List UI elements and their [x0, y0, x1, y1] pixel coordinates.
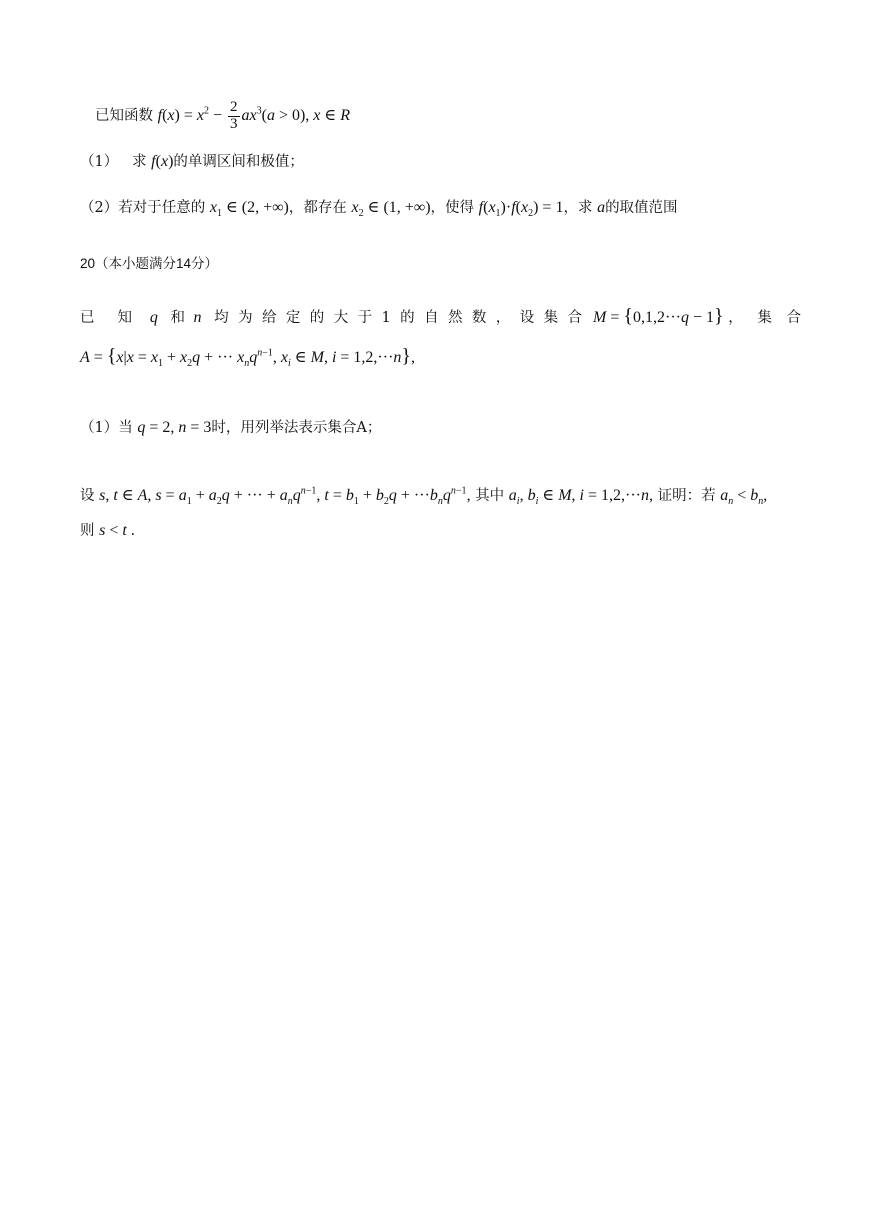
q20-heading: 20（本小题满分14分）: [80, 256, 219, 271]
q20-part1: （1）当 q = 2, n = 3时，用列举法表示集合A；: [80, 419, 382, 436]
q19-part1: （1） 求 f(x)的单调区间和极值；: [80, 153, 304, 170]
q19-part2: （2）若对于任意的 $x_1$ ∈ (2, +∞)，都存在 $x_2$ ∈ (1, +∞)，使得 $f(x_1)\cdot f(x_2) = 1$，求 a的取值范围: [80, 199, 678, 220]
q20-part2-conclusion: 则 s < t .: [80, 522, 135, 539]
q20-line1: 已 知 q 和 n 均 为 给 定 的 大 于 1 的 自 然 数 ， 设 集 合 M = {0,1,2···q − 1} ， 集 合: [80, 305, 806, 327]
set-a-definition: $A = \{x|x = x_1 + x_2q$ + ··· $x_nq^{n-1}$, $x_i$ ∈ M, i = 1,2,···n},: [80, 345, 416, 370]
q20-part2: 设 s, t ∈ A, $s = a_1 + a_2q$ + ··· + $a_nq^{n-1}$, $t = b_1 + b_2q + \cdot\cdot\cdot b_nq^{n-1}$, 其中 $a_i$, $b_i$ ∈ M, i = 1,2,···n, 证明：若 $a_n < b_n$,: [80, 485, 768, 508]
q19-intro: 已知函数 $f(x) = x^2$ − $\frac{2}{3}$ $ax^3(a > 0)$, x ∈ R: [95, 99, 351, 132]
function-formula: $f(x) = x^2$ − $\frac{2}{3}$ $ax^3(a > 0)$, x ∈ R: [157, 99, 351, 132]
